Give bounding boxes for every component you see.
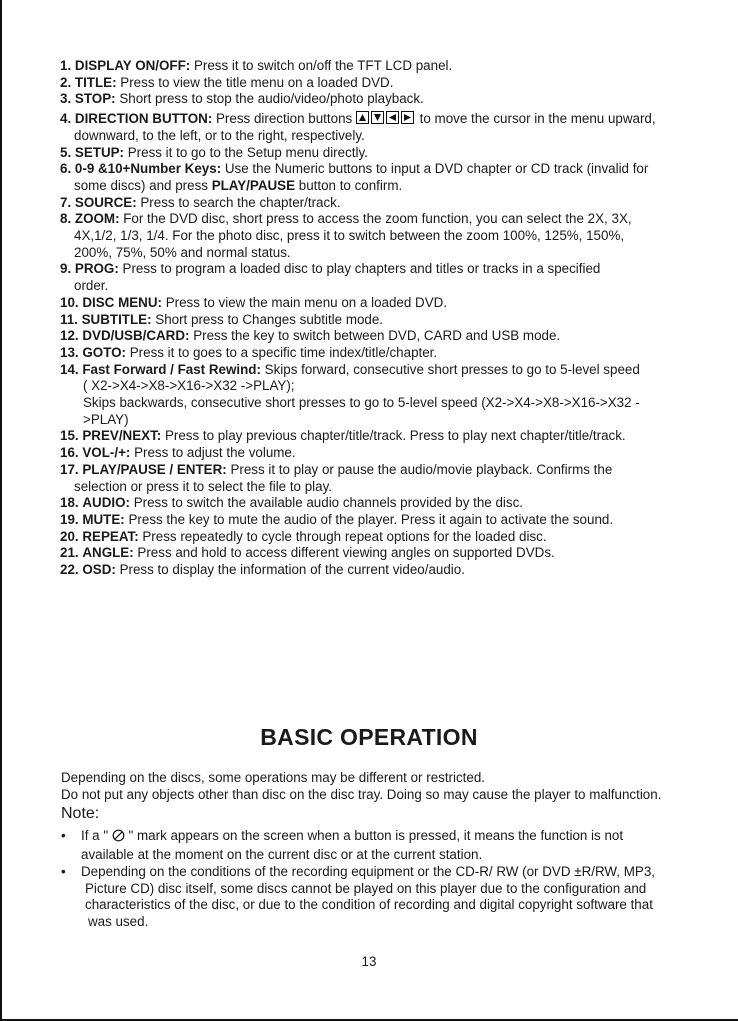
bullet-dot: • (61, 863, 66, 879)
item-key: 0-9 &10+Number Keys: (74, 161, 222, 177)
item-text: to move the cursor in the menu upward, (415, 111, 656, 127)
intro-paragraph: Do not put any objects other than disc on the disc tray. Doing so may cause the player to malfunction. (61, 786, 662, 802)
list-item: 22. OSD: Press to display the information of the current video/audio. (60, 562, 465, 578)
down-arrow-icon (371, 111, 384, 124)
item-key: MUTE: (82, 511, 125, 527)
list-item: 9. PROG: Press to program a loaded disc to play chapters and titles or tracks in a specified (60, 261, 601, 277)
list-item: • Depending on the conditions of the recording equipment or the CD-R/ RW (or DVD ±R/RW, MP3, Picture CD) disc itself, some discs cannot be played on this player due to the configuration and characteristics of the disc, or due to the condition of recording and digital copyright software that was used. (61, 864, 731, 931)
list-item: 10. DISC MENU: Press to view the main menu on a loaded DVD. (60, 294, 448, 310)
item-key: DVD/USB/CARD: (82, 328, 190, 344)
item-continuation: available at the moment on the current disc or at the current station. (81, 847, 483, 863)
item-key: PLAY/PAUSE / ENTER: (82, 461, 227, 477)
item-key: REPEAT: (82, 528, 139, 544)
page-left-border (0, 0, 2, 1021)
item-text: Press it to play or pause the audio/movie playback. Confirms the (226, 461, 613, 477)
item-key: PROG: (74, 261, 119, 277)
item-key: Fast Forward / Fast Rewind: (82, 361, 261, 377)
item-text: Press it to go to the Setup menu directly. (124, 144, 368, 160)
item-continuation: 200%, 75%, 50% and normal status. (74, 244, 291, 260)
list-item: • If a " " mark appears on the screen when a button is pressed, it means the function is not available at the moment on the current disc or at the current station. (61, 828, 731, 863)
item-text: Press it to goes to a specific time index/title/chapter. (126, 344, 438, 360)
item-key: SUBTITLE: (81, 311, 152, 327)
item-key: TITLE: (74, 74, 117, 90)
up-arrow-icon (356, 111, 369, 124)
list-item: 3. STOP: Short press to stop the audio/video/photo playback. (60, 91, 424, 107)
note-title: Note: (61, 805, 100, 823)
basic-operation-section (61, 770, 731, 931)
item-key: STOP: (74, 91, 116, 107)
intro-paragraph: Depending on the discs, some operations may be different or restricted. (61, 770, 486, 785)
list-item: 1. DISPLAY ON/OFF: Press it to switch on/off the TFT LCD panel. (60, 58, 453, 73)
item-key: ZOOM: (74, 211, 120, 227)
item-text: Press and hold to access different viewing angles on supported DVDs. (133, 545, 555, 561)
item-continuation: some discs) and press PLAY/PAUSE button to confirm. (74, 177, 403, 193)
item-key: SOURCE: (74, 194, 137, 210)
item-key: PREV/NEXT: (82, 428, 162, 444)
item-key: VOL-/+: (82, 445, 131, 461)
item-text: Use the Numeric buttons to input a DVD chapter or CD track (invalid for (221, 161, 649, 177)
page-number: 13 (361, 954, 377, 969)
left-arrow-icon (386, 111, 399, 124)
list-item: 5. SETUP: Press it to go to the Setup menu directly. (60, 144, 368, 160)
list-item: 13. GOTO: Press it to goes to a specific time index/title/chapter. (60, 344, 438, 360)
item-text: Press direction buttons (212, 111, 356, 127)
item-continuation: downward, to the left, or to the right, respectively. (74, 127, 365, 143)
item-continuation: ( X2->X4->X8->X16->X32 ->PLAY); (83, 378, 295, 394)
list-item: 16. VOL-/+: Press to adjust the volume. (60, 445, 296, 461)
item-text: Short press to stop the audio/video/photo playback. (115, 91, 424, 107)
list-item: 17. PLAY/PAUSE / ENTER: Press it to play or pause the audio/movie playback. Confirms the (60, 461, 613, 477)
item-text: Press to view the main menu on a loaded DVD. (161, 294, 448, 310)
item-continuation: characteristics of the disc, or due to the condition of recording and digital copyright software that (85, 897, 653, 913)
list-item: 19. MUTE: Press the key to mute the audio of the player. Press it again to activate the sound. (60, 511, 614, 527)
item-continuation: >PLAY) (83, 411, 129, 427)
list-item: 14. Fast Forward / Fast Rewind: Skips forward, consecutive short presses to go to 5-level speed (60, 361, 640, 377)
item-key: ANGLE: (82, 545, 134, 561)
item-key: DISC MENU: (82, 294, 162, 310)
item-key: OSD: (82, 562, 116, 578)
item-text: Press to display the information of the current video/audio. (115, 562, 465, 578)
item-key: DIRECTION BUTTON: (74, 111, 213, 127)
note-bullets (61, 828, 731, 930)
item-text: Press to search the chapter/track. (136, 194, 341, 210)
list-item: 12. DVD/USB/CARD: Press the key to switch between DVD, CARD and USB mode. (60, 328, 561, 344)
item-text: Press to adjust the volume. (130, 445, 296, 461)
item-continuation: was used. (88, 913, 149, 929)
item-key: AUDIO: (82, 495, 130, 511)
item-text: Press to play previous chapter/title/track. Press to play next chapter/title/track. (161, 428, 626, 444)
bullet-dot: • (61, 828, 66, 844)
item-key: DISPLAY ON/OFF: (74, 58, 191, 73)
item-text: For the DVD disc, short press to access the zoom function, you can select the 2X, 3X, (119, 211, 632, 227)
list-item: 20. REPEAT: Press repeatedly to cycle through repeat options for the loaded disc. (60, 528, 547, 544)
item-text: Skips forward, consecutive short presses to go to 5-level speed (260, 361, 640, 377)
list-item: 11. SUBTITLE: Short press to Changes subtitle mode. (60, 311, 384, 327)
item-text: Press the key to switch between DVD, CARD and USB mode. (189, 328, 561, 344)
item-continuation: selection or press it to select the file to play. (74, 478, 333, 494)
right-arrow-icon (401, 111, 414, 124)
list-item: 8. ZOOM: For the DVD disc, short press to access the zoom function, you can select the 2X, 3X, (60, 211, 632, 227)
item-text: Press to view the title menu on a loaded DVD. (116, 74, 394, 90)
item-key: GOTO: (82, 344, 127, 360)
item-text: Press to switch the available audio channels provided by the disc. (129, 495, 523, 511)
list-item: 18. AUDIO: Press to switch the available audio channels provided by the disc. (60, 495, 523, 511)
item-continuation: order. (74, 278, 109, 294)
item-text: Press the key to mute the audio of the player. Press it again to activate the sound. (124, 511, 614, 527)
item-text: Press it to switch on/off the TFT LCD panel. (190, 58, 453, 73)
item-text: Press repeatedly to cycle through repeat options for the loaded disc. (138, 528, 547, 544)
item-continuation: 4X,1/2, 1/3, 1/4. For the photo disc, press it to switch between the zoom 100%, 125%, 150%, (74, 228, 625, 244)
item-key: SETUP: (74, 144, 125, 160)
prohibited-icon (112, 829, 125, 847)
list-item: 21. ANGLE: Press and hold to access different viewing angles on supported DVDs. (60, 545, 555, 561)
list-item: 7. SOURCE: Press to search the chapter/track. (60, 194, 341, 210)
button-function-list (60, 58, 720, 579)
section-heading: BASIC OPERATION (260, 724, 478, 750)
item-text: Press to program a loaded disc to play chapters and titles or tracks in a specified (118, 261, 601, 277)
item-key: PLAY/PAUSE (211, 177, 296, 193)
list-item: 15. PREV/NEXT: Press to play previous chapter/title/track. Press to play next chapter/title/track. (60, 428, 626, 444)
item-text: Short press to Changes subtitle mode. (151, 311, 384, 327)
list-item: 2. TITLE: Press to view the title menu on a loaded DVD. (60, 74, 394, 90)
list-item: 4. DIRECTION BUTTON: Press direction buttons to move the cursor in the menu upward, (60, 111, 656, 127)
item-continuation: Picture CD) disc itself, some discs cannot be played on this player due to the configuration and (85, 880, 647, 896)
list-item: 6. 0-9 &10+Number Keys: Use the Numeric buttons to input a DVD chapter or CD track (invalid for (60, 161, 649, 177)
item-continuation: Skips backwards, consecutive short presses to go to 5-level speed (X2->X4->X8->X16->X32 - (83, 395, 640, 411)
